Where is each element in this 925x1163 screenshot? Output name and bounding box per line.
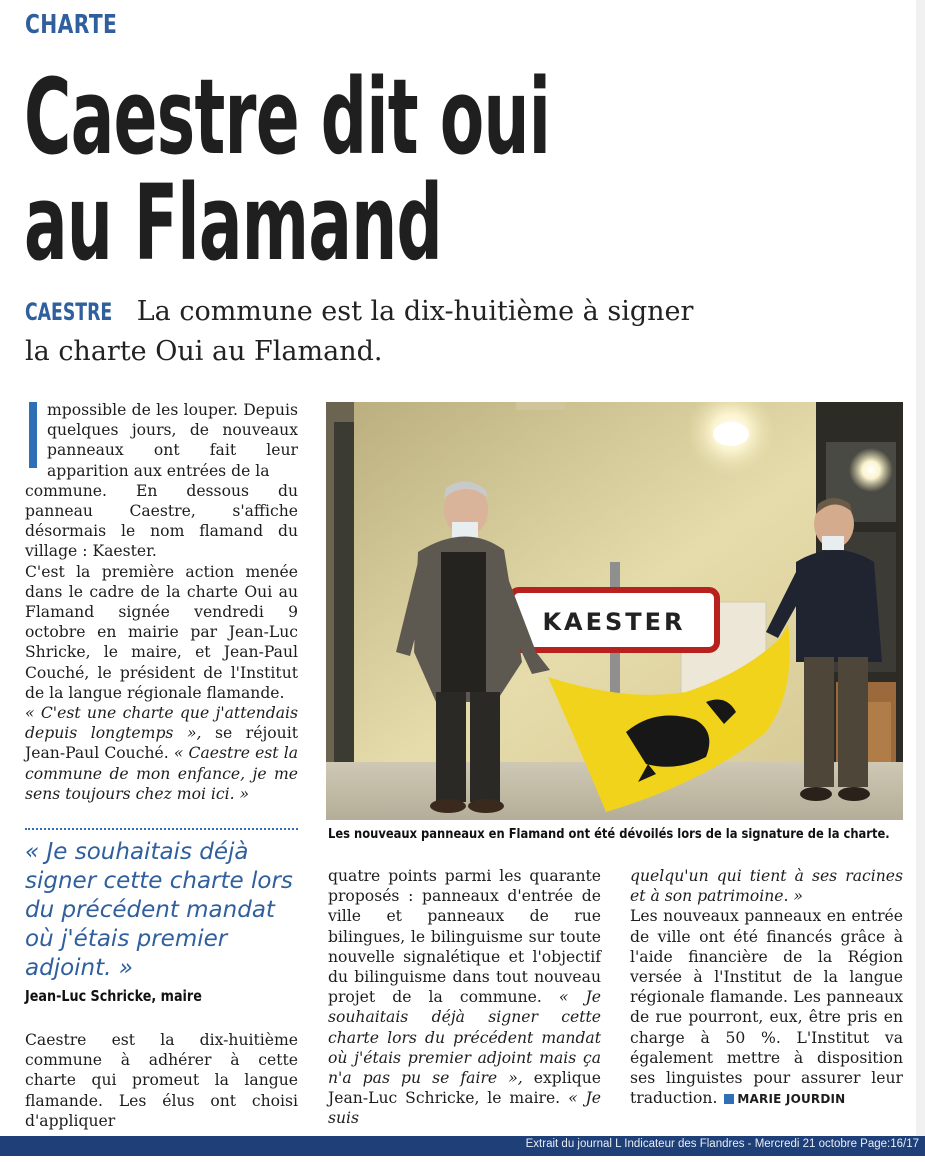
article-column-1-bottom: [25, 1030, 298, 1131]
article-paragraph-3: [25, 703, 298, 804]
page-edge: [916, 0, 925, 1136]
article-text-5a: quatre points parmi les quarante proposés : panneaux d'entrée de ville et panneaux de rue bilingues, le bilinguisme sur toute nouvelle signalétique et l'objectif du bilinguisme dans tout nouveau projet de la commune.: [328, 867, 601, 1007]
article-quote-5-text: quelqu'un qui tient à ses racines et à son patrimoine. »: [630, 867, 903, 906]
headline-line-1: Caestre dit oui: [24, 56, 551, 178]
article-quote-5: [630, 866, 903, 906]
standfirst-text: La commune est la dix-huitième à signer la charte Oui au Flamand.: [25, 296, 694, 367]
headline: [24, 56, 551, 284]
headline-line-2: au Flamand: [24, 162, 443, 284]
article-paragraph-6: [630, 906, 903, 1109]
sign-text: KAESTER: [542, 608, 686, 636]
article-photo: [326, 402, 903, 820]
article-paragraph-5: [328, 866, 601, 1129]
author-marker-icon: [724, 1094, 734, 1104]
section-rubric: CHARTE: [25, 10, 118, 40]
standfirst-location: CAESTRE: [25, 298, 113, 326]
article-text-5b: explique Jean-Luc Schricke, le maire.: [328, 1069, 601, 1108]
pull-quote: « Je souhaitais déjà signer cette charte lors du précédent mandat où j'étais premier adjoint. »: [25, 839, 293, 981]
photo-caption: Les nouveaux panneaux en Flamand ont été dévoilés lors de la signature de la charte.: [328, 827, 890, 842]
footer-source: Extrait du journal L Indicateur des Flandres - Mercredi 21 octobre Page:16/17: [525, 1138, 919, 1150]
article-quote-2: « Caestre est la commune de mon enfance, je me sens toujours chez moi ici. »: [25, 744, 298, 803]
article-paragraph-2: C'est la première action menée dans le cadre de la charte Oui au Flamand signée vendredi 9 octobre en mairie par Jean-Luc Shricke, le maire, et Jean-Paul Couché, le président de l'Institut de la langue régionale flamande.: [25, 562, 298, 702]
article-lead-indented: mpossible de les louper. Depuis quelques jours, de nouveaux panneaux ont fait leur apparition aux entrées de la: [47, 401, 298, 480]
article-quote-1: « C'est une charte que j'attendais depuis longtemps »,: [25, 704, 298, 743]
article-column-2: [328, 866, 601, 1129]
article-column-3: [630, 866, 903, 1109]
article-quote-3: « Je souhaitais déjà signer cette charte lors du précédent mandat où j'étais premier adjoint mais ça n'a pas pu se faire »,: [328, 988, 601, 1088]
article-text-6: Les nouveaux panneaux en entrée de ville ont été financés grâce à l'aide financière de la Région versée à l'Institut de la langue régionale flamande. Les panneaux de rue pourront, eux, être pris en charge à 50 %. L'Institut va également mettre à disposition ses linguistes pour assurer leur traduction.: [630, 907, 903, 1108]
article-attribution: se réjouit Jean-Paul Couché.: [25, 724, 298, 763]
standfirst: [25, 292, 715, 372]
author-name: MARIE JOURDIN: [737, 1092, 846, 1107]
pull-quote-divider: [25, 828, 298, 830]
photo-illustration: [326, 402, 903, 820]
article-quote-4: « Je suis: [328, 1089, 601, 1128]
article-lead-rest: commune. En dessous du panneau Caestre, s'affiche désormais le nom flamand du village : Kaester.: [25, 481, 298, 561]
article-paragraph-4: Caestre est la dix-huitième commune à adhérer à cette charte qui promeut la langue flamande. Les élus ont choisi d'appliquer: [25, 1031, 298, 1130]
pull-quote-author: Jean-Luc Schricke, maire: [25, 987, 202, 1005]
article-column-1: [25, 400, 298, 804]
